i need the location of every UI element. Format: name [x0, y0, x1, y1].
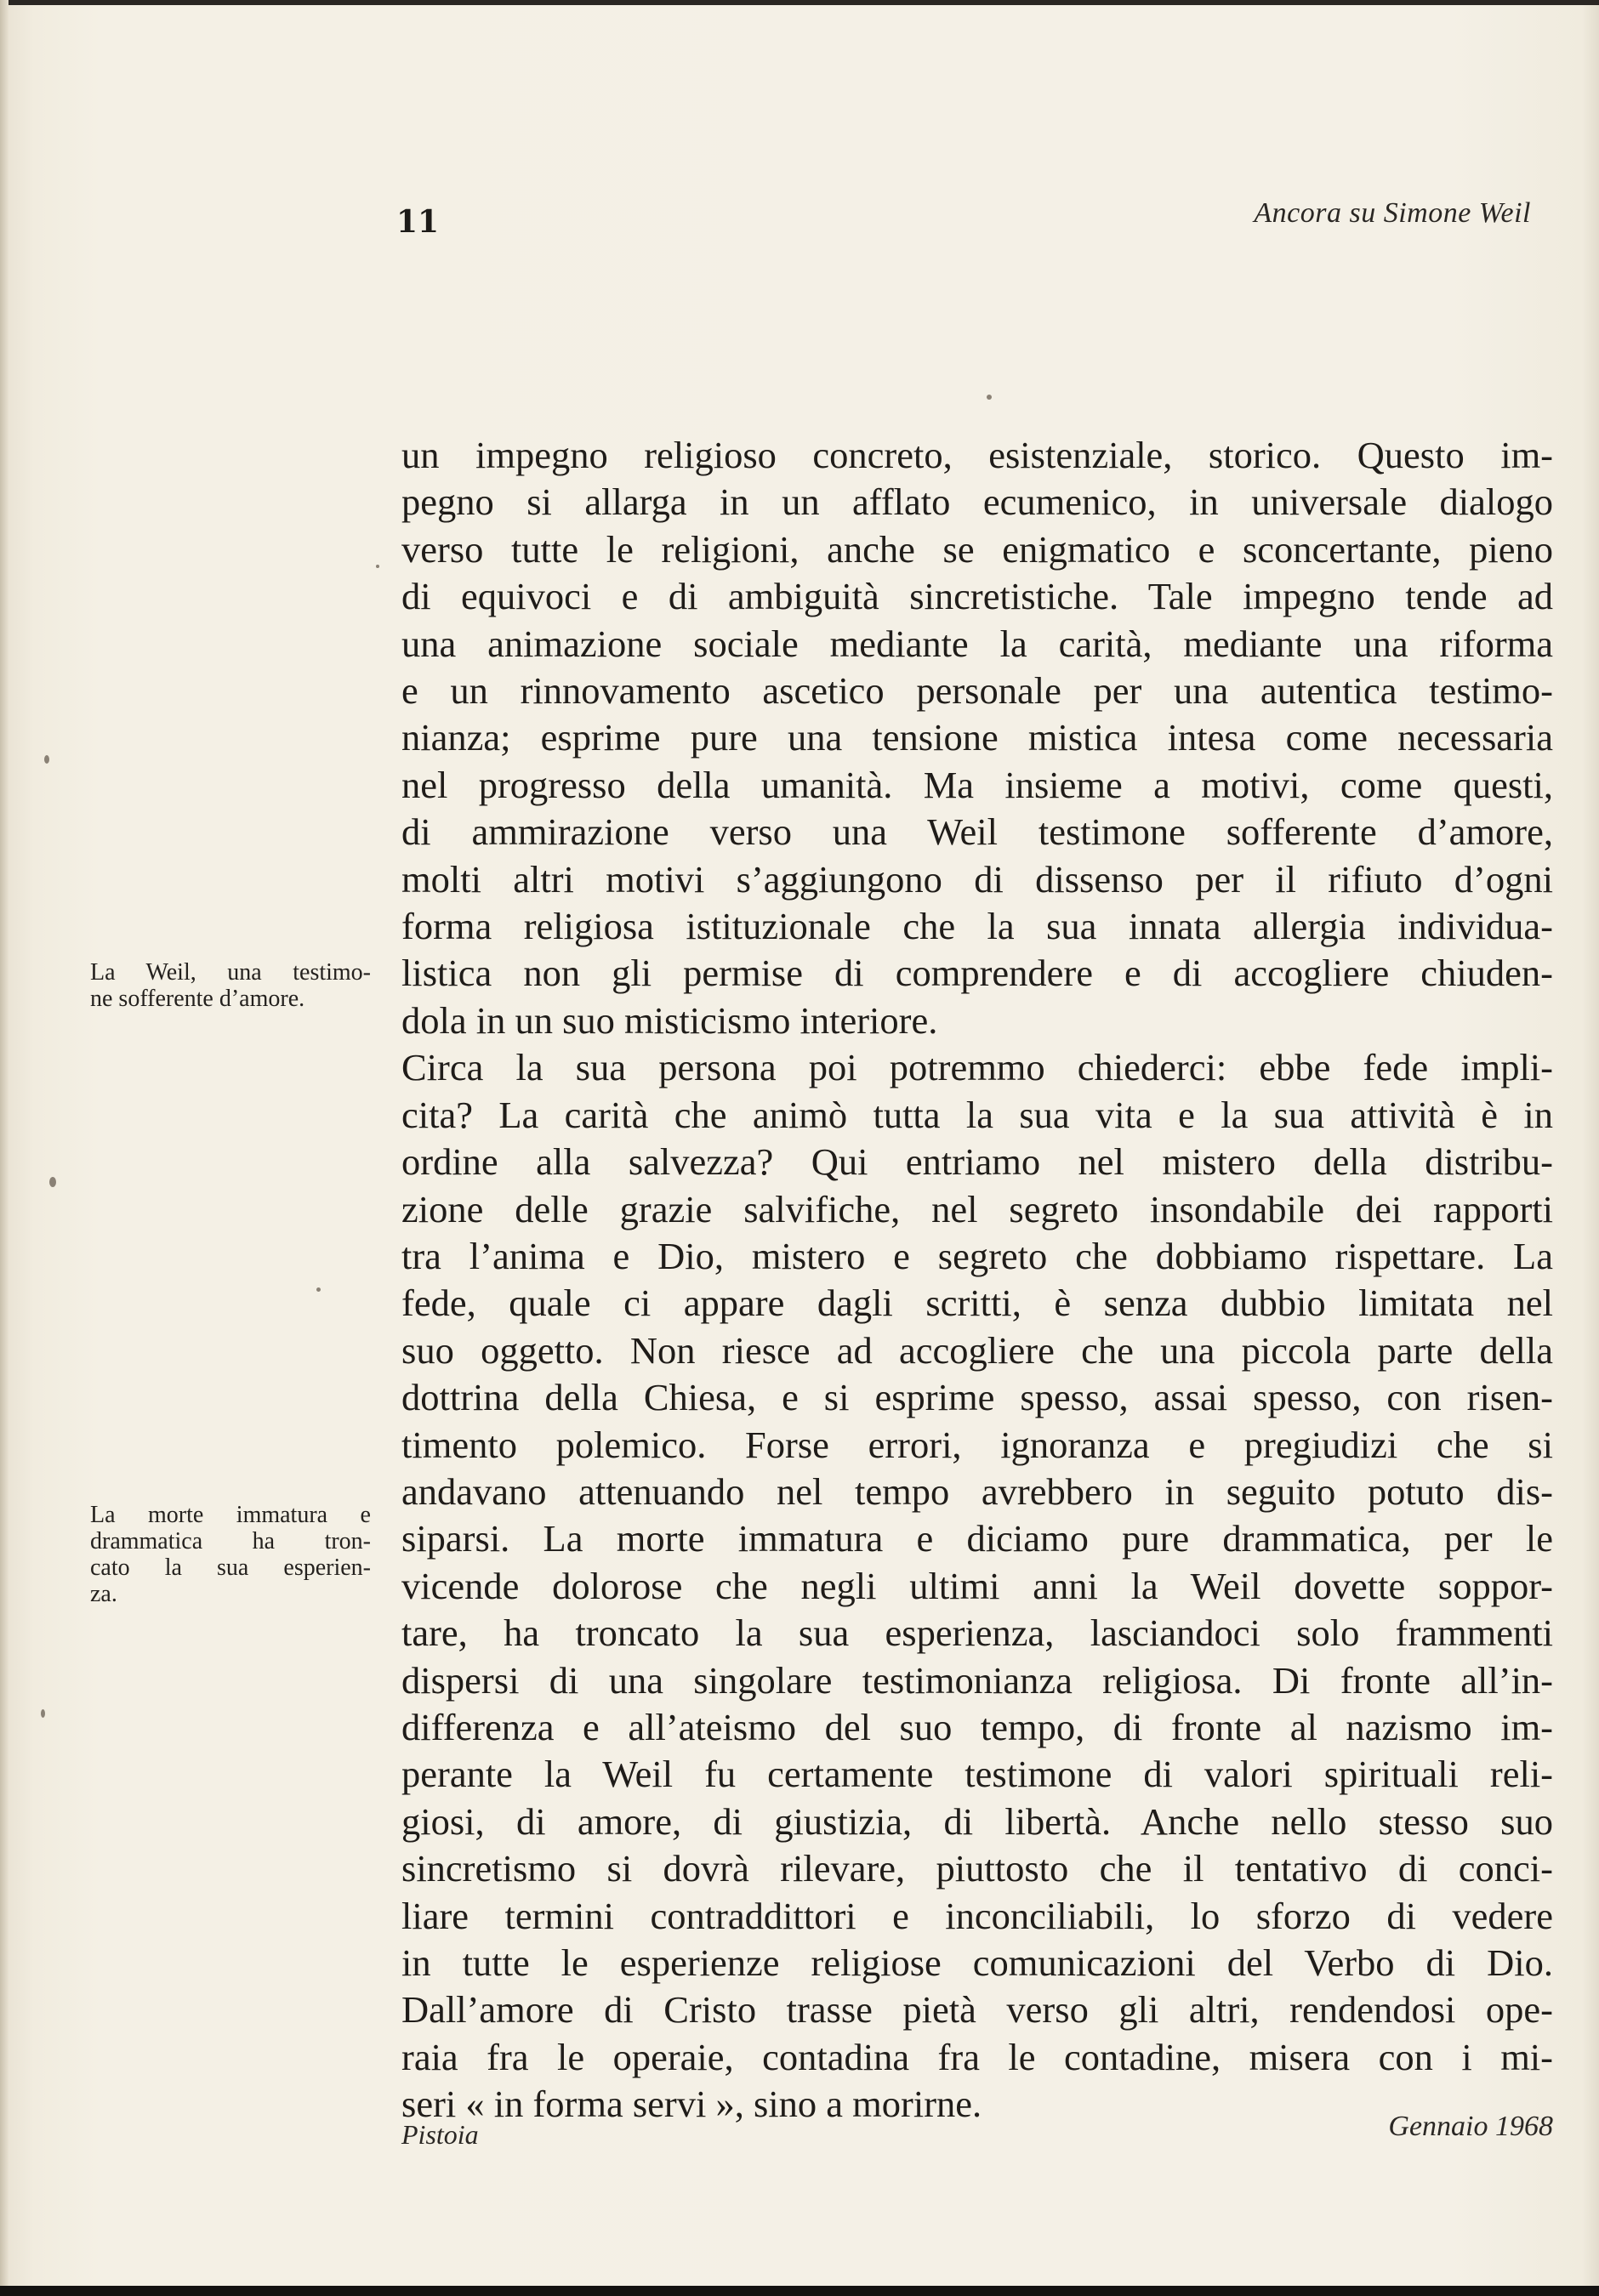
- text-line: di ammirazione verso una Weil testimone sofferente d’amore,: [401, 810, 1553, 854]
- margin-note-1: [90, 959, 371, 1012]
- text-line: Dall’amore di Cristo trasse pietà verso gli altri, rendendosi ope-: [401, 1988, 1553, 2032]
- text-line: perante la Weil fu certamente testimone di valori spirituali reli-: [401, 1753, 1553, 1796]
- text-line: seri « in forma servi », sino a morirne.: [401, 2083, 982, 2126]
- text-line: siparsi. La morte immatura e diciamo pure drammatica, per le: [401, 1517, 1553, 1560]
- text-line: sincretismo si dovrà rilevare, piuttosto che il tentativo di conci-: [401, 1847, 1553, 1890]
- text-line: dola in un suo misticismo interiore.: [401, 998, 938, 1042]
- footer-date: Gennaio 1968: [1388, 2111, 1553, 2142]
- text-line: pegno si allarga in un afflato ecumenico, in universale dialogo: [401, 480, 1553, 524]
- text-line: una animazione sociale mediante la carità, mediante una riforma: [401, 622, 1553, 665]
- text-line: suo oggetto. Non riesce ad accogliere che una piccola parte della: [401, 1328, 1553, 1372]
- text-line: forma religiosa istituzionale che la sua innata allergia individua-: [401, 905, 1553, 948]
- margin-note-line: cato la sua esperien-: [90, 1554, 371, 1581]
- margin-note-line: za.: [90, 1581, 117, 1607]
- text-line: nianza; esprime pure una tensione mistica intesa come necessaria: [401, 716, 1553, 759]
- text-line: e un rinnovamento ascetico personale per una autentica testimo-: [401, 669, 1553, 713]
- text-line: dispersi di una singolare testimonianza religiosa. Di fronte all’in-: [401, 1658, 1553, 1702]
- text-line: nel progresso della umanità. Ma insieme a motivi, come questi,: [401, 763, 1553, 806]
- page-bottom-edge: [0, 2286, 1599, 2296]
- text-line: timento polemico. Forse errori, ignoranza e pregiudizi che si: [401, 1423, 1553, 1466]
- page-number: 11: [396, 204, 440, 240]
- text-line: zione delle grazie salvifiche, nel segreto insondabile dei rapporti: [401, 1187, 1553, 1230]
- text-line: differenza e all’ateismo del suo tempo, di fronte al nazismo im-: [401, 1705, 1553, 1748]
- text-line: vicende dolorose che negli ultimi anni la Weil dovette soppor-: [401, 1564, 1553, 1607]
- margin-note-line: ne sofferente d’amore.: [90, 986, 305, 1012]
- text-line: verso tutte le religioni, anche se enigmatico e sconcertante, pieno: [401, 527, 1553, 571]
- text-line: tare, ha troncato la sua esperienza, lasciandoci solo frammenti: [401, 1611, 1553, 1655]
- text-line: dottrina della Chiesa, e si esprime spesso, assai spesso, con risen-: [401, 1376, 1553, 1419]
- text-line: molti altri motivi s’aggiungono di dissenso per il rifiuto d’ogni: [401, 857, 1553, 901]
- body-text: [401, 432, 1553, 2128]
- text-line: raia fra le operaie, contadina fra le contadine, misera con i mi-: [401, 2035, 1553, 2078]
- text-line: giosi, di amore, di giustizia, di libertà. Anche nello stesso suo: [401, 1799, 1553, 1843]
- running-title: Ancora su Simone Weil: [1254, 197, 1531, 229]
- text-line: liare termini contraddittori e inconciliabili, lo sforzo di vedere: [401, 1894, 1553, 1937]
- paper-speck: [49, 1177, 56, 1187]
- text-line: in tutte le esperienze religiose comunicazioni del Verbo di Dio.: [401, 1941, 1553, 1984]
- text-line: un impegno religioso concreto, esistenziale, storico. Questo im-: [401, 434, 1553, 476]
- paper-speck: [44, 755, 49, 764]
- margin-note-line: La Weil, una testimo-: [90, 959, 371, 986]
- page-gutter-edge: [0, 0, 9, 2286]
- margin-note-2: [90, 1502, 371, 1607]
- text-line: andavano attenuando nel tempo avrebbero in seguito potuto dis-: [401, 1469, 1553, 1513]
- text-line: cita? La carità che animò tutta la sua vita e la sua attività è in: [401, 1093, 1553, 1136]
- paper-speck: [376, 565, 379, 568]
- margin-note-line: La morte immatura e: [90, 1502, 371, 1528]
- text-line: fede, quale ci appare dagli scritti, è senza dubbio limitata nel: [401, 1282, 1553, 1325]
- margin-note-line: drammatica ha tron-: [90, 1528, 371, 1554]
- text-line: tra l’anima e Dio, mistero e segreto che dobbiamo rispettare. La: [401, 1234, 1553, 1277]
- text-line: di equivoci e di ambiguità sincretistiche. Tale impegno tende ad: [401, 575, 1553, 618]
- text-line: ordine alla salvezza? Qui entriamo nel mistero della distribu-: [401, 1140, 1553, 1184]
- text-line: Circa la sua persona poi potremmo chiederci: ebbe fede impli-: [401, 1046, 1553, 1089]
- footer-place: Pistoia: [401, 2119, 479, 2150]
- paper-speck: [41, 1709, 45, 1718]
- text-line: listica non gli permise di comprendere e di accogliere chiuden-: [401, 952, 1553, 995]
- paper-speck: [316, 1287, 321, 1292]
- page-top-edge: [0, 0, 1599, 5]
- paper-speck: [987, 395, 992, 400]
